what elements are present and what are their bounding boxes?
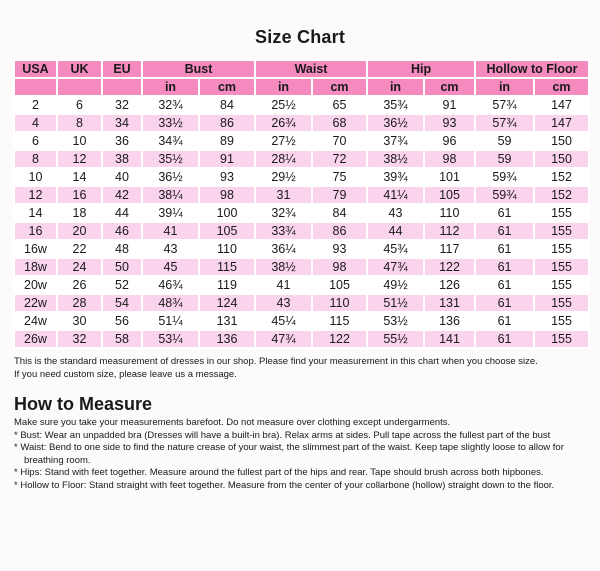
table-row-size-4	[14, 114, 589, 132]
column-header-bust: Bust	[142, 60, 255, 78]
table-cell: 25½	[255, 96, 312, 114]
table-cell: 40	[102, 168, 142, 186]
unit-header-cm: cm	[312, 78, 367, 96]
table-cell: 12	[57, 150, 102, 168]
table-cell: 126	[424, 276, 475, 294]
table-cell: 75	[312, 168, 367, 186]
table-cell: 38	[102, 150, 142, 168]
table-cell: 46¾	[142, 276, 199, 294]
table-cell: 6	[57, 96, 102, 114]
table-cell: 98	[424, 150, 475, 168]
table-cell: 150	[534, 150, 589, 168]
table-cell: 34	[102, 114, 142, 132]
table-cell: 84	[199, 96, 255, 114]
table-cell: 61	[475, 312, 534, 330]
table-cell: 56	[102, 312, 142, 330]
measure-item-0: * Bust: Wear an unpadded bra (Dresses will have a built-in bra). Relax arms at sides. Pull tape across the fullest part of the bust	[14, 429, 551, 441]
table-cell: 45¾	[367, 240, 424, 258]
measure-items	[14, 430, 598, 493]
table-cell: 112	[424, 222, 475, 240]
table-cell: 59	[475, 132, 534, 150]
table-cell: 110	[199, 240, 255, 258]
table-cell: 141	[424, 330, 475, 348]
table-cell: 34¾	[142, 132, 199, 150]
note-line-1: This is the standard measurement of dresses in our shop. Please find your measurement in this chart when you choose size.	[14, 356, 538, 367]
table-row-size-26w	[14, 330, 589, 348]
table-row-size-20w	[14, 276, 589, 294]
table-cell: 110	[312, 294, 367, 312]
table-header-group-row	[14, 60, 589, 78]
table-cell: 61	[475, 204, 534, 222]
table-cell: 105	[424, 186, 475, 204]
table-cell: 65	[312, 96, 367, 114]
table-cell: 32¾	[142, 96, 199, 114]
table-cell: 119	[199, 276, 255, 294]
table-cell: 10	[57, 132, 102, 150]
size-chart-table	[13, 59, 590, 349]
unit-header-in: in	[255, 78, 312, 96]
table-cell: 41¼	[367, 186, 424, 204]
column-header-hip: Hip	[367, 60, 475, 78]
table-cell: 53½	[367, 312, 424, 330]
column-header-eu: EU	[102, 60, 142, 78]
table-cell: 105	[199, 222, 255, 240]
table-cell: 57¾	[475, 96, 534, 114]
table-cell: 39¼	[142, 204, 199, 222]
table-cell: 26	[57, 276, 102, 294]
table-cell: 89	[199, 132, 255, 150]
table-cell: 86	[199, 114, 255, 132]
table-cell: 155	[534, 276, 589, 294]
table-cell: 68	[312, 114, 367, 132]
table-cell: 28	[57, 294, 102, 312]
table-cell: 36¼	[255, 240, 312, 258]
table-cell: 124	[199, 294, 255, 312]
table-cell: 26w	[14, 330, 57, 348]
table-cell: 155	[534, 222, 589, 240]
table-cell: 122	[424, 258, 475, 276]
table-cell: 86	[312, 222, 367, 240]
table-cell: 131	[199, 312, 255, 330]
table-cell: 91	[424, 96, 475, 114]
table-cell: 52	[102, 276, 142, 294]
table-cell: 20w	[14, 276, 57, 294]
table-cell: 32	[57, 330, 102, 348]
table-cell: 100	[199, 204, 255, 222]
table-cell: 14	[57, 168, 102, 186]
table-row-size-16	[14, 222, 589, 240]
table-cell: 41	[142, 222, 199, 240]
table-cell: 59¾	[475, 186, 534, 204]
table-cell: 155	[534, 204, 589, 222]
unit-header-empty	[57, 78, 102, 96]
unit-header-cm: cm	[424, 78, 475, 96]
table-cell: 46	[102, 222, 142, 240]
measure-intro: Make sure you take your measurements barefoot. Do not measure over clothing except undergarments.	[14, 417, 451, 428]
table-cell: 70	[312, 132, 367, 150]
table-cell: 155	[534, 240, 589, 258]
table-cell: 98	[199, 186, 255, 204]
table-cell: 32¾	[255, 204, 312, 222]
table-cell: 43	[367, 204, 424, 222]
table-cell: 53¼	[142, 330, 199, 348]
table-cell: 36	[102, 132, 142, 150]
column-header-hollow-to-floor: Hollow to Floor	[475, 60, 589, 78]
table-cell: 24w	[14, 312, 57, 330]
table-cell: 33¾	[255, 222, 312, 240]
table-cell: 12	[14, 186, 57, 204]
column-header-uk: UK	[57, 60, 102, 78]
size-chart-page	[0, 27, 600, 571]
table-cell: 20	[57, 222, 102, 240]
table-cell: 48¾	[142, 294, 199, 312]
table-cell: 10	[14, 168, 57, 186]
table-cell: 31	[255, 186, 312, 204]
table-cell: 93	[312, 240, 367, 258]
unit-header-in: in	[475, 78, 534, 96]
table-cell: 59¾	[475, 168, 534, 186]
table-cell: 18	[57, 204, 102, 222]
table-cell: 22	[57, 240, 102, 258]
unit-header-in: in	[142, 78, 199, 96]
unit-header-empty	[102, 78, 142, 96]
table-cell: 14	[14, 204, 57, 222]
table-cell: 51½	[367, 294, 424, 312]
table-cell: 57¾	[475, 114, 534, 132]
table-cell: 35½	[142, 150, 199, 168]
table-cell: 43	[255, 294, 312, 312]
table-cell: 8	[14, 150, 57, 168]
table-row-size-14	[14, 204, 589, 222]
table-cell: 122	[312, 330, 367, 348]
table-cell: 36½	[367, 114, 424, 132]
table-cell: 41	[255, 276, 312, 294]
table-row-size-8	[14, 150, 589, 168]
table-cell: 61	[475, 222, 534, 240]
table-cell: 44	[102, 204, 142, 222]
table-cell: 147	[534, 114, 589, 132]
unit-header-in: in	[367, 78, 424, 96]
table-cell: 24	[57, 258, 102, 276]
table-cell: 155	[534, 258, 589, 276]
table-row-size-6	[14, 132, 589, 150]
table-cell: 59	[475, 150, 534, 168]
table-cell: 84	[312, 204, 367, 222]
table-cell: 61	[475, 258, 534, 276]
table-cell: 26¾	[255, 114, 312, 132]
table-cell: 38¼	[142, 186, 199, 204]
table-cell: 110	[424, 204, 475, 222]
table-cell: 33½	[142, 114, 199, 132]
table-cell: 37¾	[367, 132, 424, 150]
table-cell: 155	[534, 312, 589, 330]
table-cell: 22w	[14, 294, 57, 312]
table-cell: 91	[199, 150, 255, 168]
table-cell: 45	[142, 258, 199, 276]
table-cell: 50	[102, 258, 142, 276]
table-row-size-10	[14, 168, 589, 186]
table-cell: 58	[102, 330, 142, 348]
table-row-size-16w	[14, 240, 589, 258]
table-cell: 155	[534, 330, 589, 348]
table-cell: 61	[475, 294, 534, 312]
table-cell: 44	[367, 222, 424, 240]
table-cell: 2	[14, 96, 57, 114]
table-row-size-22w	[14, 294, 589, 312]
table-cell: 96	[424, 132, 475, 150]
table-cell: 117	[424, 240, 475, 258]
table-row-size-2	[14, 96, 589, 114]
table-cell: 30	[57, 312, 102, 330]
table-cell: 147	[534, 96, 589, 114]
table-cell: 48	[102, 240, 142, 258]
table-cell: 155	[534, 294, 589, 312]
table-cell: 115	[199, 258, 255, 276]
table-cell: 54	[102, 294, 142, 312]
table-cell: 152	[534, 168, 589, 186]
table-body	[14, 96, 589, 348]
table-cell: 29½	[255, 168, 312, 186]
table-cell: 131	[424, 294, 475, 312]
table-cell: 79	[312, 186, 367, 204]
column-header-usa: USA	[14, 60, 57, 78]
table-cell: 136	[424, 312, 475, 330]
table-cell: 51¼	[142, 312, 199, 330]
measure-item-3: * Hollow to Floor: Stand straight with feet together. Measure from the center of your collarbone (hollow) straight down to the floor.	[14, 479, 555, 491]
table-cell: 150	[534, 132, 589, 150]
table-cell: 93	[424, 114, 475, 132]
table-cell: 61	[475, 330, 534, 348]
how-to-measure-heading: How to Measure	[14, 394, 153, 414]
table-cell: 39¾	[367, 168, 424, 186]
table-cell: 49½	[367, 276, 424, 294]
unit-header-cm: cm	[199, 78, 255, 96]
table-cell: 16w	[14, 240, 57, 258]
table-cell: 47¾	[367, 258, 424, 276]
table-row-size-18w	[14, 258, 589, 276]
table-header-unit-row	[14, 78, 589, 96]
table-cell: 27½	[255, 132, 312, 150]
measure-item-1: * Waist: Bend to one side to find the nature crease of your waist, the slimmest part of the waist. Keep tape slightly loose to allow for breathing room.	[14, 442, 564, 466]
table-cell: 18w	[14, 258, 57, 276]
table-cell: 61	[475, 276, 534, 294]
table-cell: 115	[312, 312, 367, 330]
table-cell: 16	[57, 186, 102, 204]
table-cell: 93	[199, 168, 255, 186]
table-cell: 105	[312, 276, 367, 294]
table-cell: 101	[424, 168, 475, 186]
measure-item-2: * Hips: Stand with feet together. Measure around the fullest part of the hips and rear. Tape should brush across both hipbones.	[14, 467, 544, 479]
table-cell: 45¼	[255, 312, 312, 330]
table-cell: 136	[199, 330, 255, 348]
table-cell: 42	[102, 186, 142, 204]
table-cell: 43	[142, 240, 199, 258]
column-header-waist: Waist	[255, 60, 367, 78]
table-cell: 32	[102, 96, 142, 114]
table-cell: 72	[312, 150, 367, 168]
unit-header-cm: cm	[534, 78, 589, 96]
how-to-measure-block	[14, 417, 598, 493]
notes-block	[14, 356, 598, 381]
table-cell: 8	[57, 114, 102, 132]
table-cell: 28¼	[255, 150, 312, 168]
table-cell: 47¾	[255, 330, 312, 348]
table-cell: 36½	[142, 168, 199, 186]
table-row-size-24w	[14, 312, 589, 330]
table-cell: 6	[14, 132, 57, 150]
table-cell: 4	[14, 114, 57, 132]
table-cell: 38½	[367, 150, 424, 168]
table-cell: 98	[312, 258, 367, 276]
table-cell: 16	[14, 222, 57, 240]
table-cell: 38½	[255, 258, 312, 276]
table-cell: 61	[475, 240, 534, 258]
table-cell: 152	[534, 186, 589, 204]
table-row-size-12	[14, 186, 589, 204]
unit-header-empty	[14, 78, 57, 96]
table-cell: 35¾	[367, 96, 424, 114]
table-cell: 55½	[367, 330, 424, 348]
note-line-2: If you need custom size, please leave us a message.	[14, 368, 237, 380]
page-title: Size Chart	[254, 27, 346, 47]
table-header	[14, 60, 589, 96]
